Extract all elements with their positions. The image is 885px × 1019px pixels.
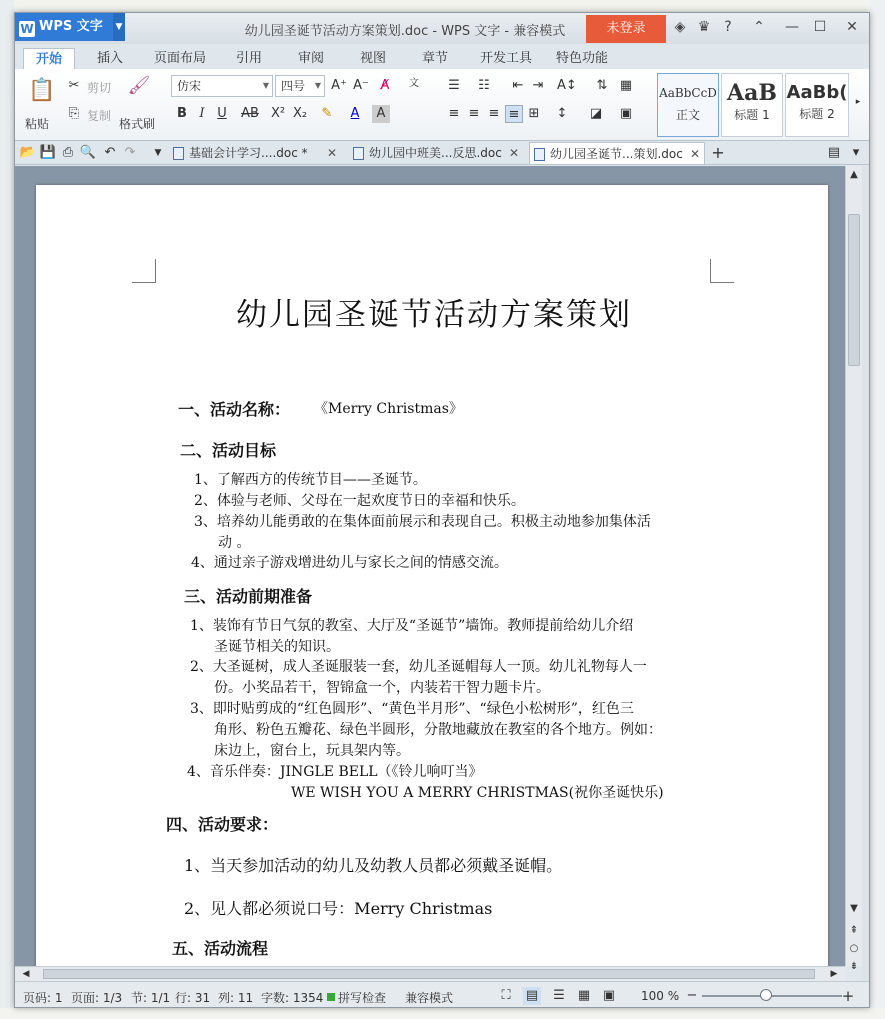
list-item-continued: 床边上，窗台上，玩具架内等。 — [214, 743, 410, 759]
horizontal-scrollbar[interactable] — [15, 966, 845, 981]
maximize-icon[interactable]: ☐ — [813, 19, 827, 35]
section-3-heading: 三、活动前期准备 — [184, 587, 313, 606]
print-preview-icon[interactable]: 🔍 — [79, 145, 97, 160]
minimize-icon[interactable]: — — [785, 19, 799, 35]
chevron-down-icon: ▼ — [314, 81, 321, 90]
crop-mark — [710, 259, 734, 283]
format-painter-button[interactable]: 格式刷 — [119, 117, 156, 131]
style-heading-2[interactable] — [785, 73, 849, 137]
shading-icon[interactable]: ◪ — [589, 106, 603, 121]
list-item-continued: 角形、粉色五瓣花、绿色半圆形，分散地藏放在教室的各个地方。例如： — [214, 722, 662, 738]
status-page-code: 页码: 1 — [23, 991, 63, 1005]
app-menu-dropdown-icon[interactable]: ▼ — [113, 13, 125, 41]
list-item-continued: WE WISH YOU A MERRY CHRISTMAS(祝你圣诞快乐) — [291, 785, 664, 801]
list-item: 2、体验与老师、父母在一起欢度节日的幸福和快乐。 — [194, 493, 525, 509]
doc-tab-label: 幼儿园圣诞节...策划.doc — [550, 147, 683, 161]
web-view-icon[interactable]: ▦ — [577, 988, 591, 1003]
style-heading-2-label: 标题 2 — [799, 107, 835, 121]
print-icon[interactable]: ⎙ — [62, 145, 74, 160]
help-icon[interactable]: ? — [724, 19, 732, 35]
redo-icon[interactable]: ↷ — [124, 145, 136, 160]
app-menu-label: WPS 文字 — [39, 19, 103, 34]
close-icon[interactable]: ✕ — [846, 19, 858, 35]
background-right — [870, 0, 885, 1019]
doc-tab-active[interactable] — [529, 142, 705, 164]
document-area — [15, 166, 845, 966]
font-name-select[interactable] — [171, 75, 273, 97]
ribbon-home — [15, 69, 870, 141]
justify-icon[interactable]: ≡ — [505, 105, 523, 123]
subscript-icon[interactable]: X₂ — [292, 106, 308, 121]
document-title: 幼儿园圣诞节活动方案策划 — [236, 297, 632, 333]
scroll-down-icon[interactable]: ▼ — [850, 903, 858, 914]
window-title: 幼儿园圣诞节活动方案策划.doc - WPS 文字 - 兼容模式 — [244, 24, 566, 39]
copy-button[interactable]: 复制 — [87, 109, 112, 123]
border-icon[interactable]: ▣ — [619, 106, 633, 121]
paste-button[interactable]: 粘贴 — [25, 117, 50, 131]
vertical-scroll-thumb[interactable] — [848, 214, 860, 366]
cut-icon[interactable]: ✂ — [68, 78, 80, 93]
zoom-slider-track[interactable] — [702, 995, 842, 997]
list-item: 1、装饰有节日气氛的教室、大厅及“圣诞节”墙饰。教师提前给幼儿介绍 — [190, 618, 634, 634]
zoom-slider-knob[interactable] — [760, 989, 772, 1001]
document-icon — [534, 148, 545, 161]
line-spacing-icon[interactable]: ↕ — [556, 106, 568, 121]
style-heading-1-label: 标题 1 — [734, 108, 770, 122]
list-item-continued: 动 。 — [218, 535, 251, 551]
wps-window — [14, 12, 870, 1008]
doc-tab-label: 幼儿园中班美...反思.doc — [369, 146, 502, 160]
list-item: 3、培养幼儿能勇敢的在集体面前展示和表现自己。积极主动地参加集体活 — [194, 514, 651, 530]
tab-insert[interactable]: 插入 — [96, 51, 123, 66]
list-item: 1、了解西方的传统节目——圣诞节。 — [194, 472, 427, 488]
ribbon-tabs — [15, 44, 870, 69]
font-size-select[interactable] — [275, 75, 325, 97]
vertical-scrollbar[interactable] — [845, 166, 862, 972]
scroll-up-icon[interactable]: ▲ — [850, 169, 858, 180]
italic-icon[interactable]: I — [199, 106, 205, 121]
strikethrough-icon[interactable]: AB — [241, 106, 259, 121]
document-page[interactable] — [36, 185, 828, 985]
outline-view-icon[interactable]: ☰ — [553, 988, 565, 1003]
style-normal-label: 正文 — [675, 108, 700, 122]
superscript-icon[interactable]: X² — [270, 106, 286, 121]
tab-developer[interactable]: 开发工具 — [479, 51, 532, 66]
doc-tab[interactable] — [349, 142, 523, 164]
tab-home[interactable]: 开始 — [23, 48, 75, 69]
underline-icon[interactable]: U — [217, 106, 227, 121]
cut-button[interactable]: 剪切 — [87, 81, 112, 95]
title-bar — [15, 13, 870, 44]
align-right-icon[interactable]: ≡ — [488, 106, 500, 121]
paste-icon[interactable]: 📋 — [28, 78, 56, 103]
doc-tab[interactable] — [169, 142, 341, 164]
scroll-left-icon[interactable]: ◀ — [22, 969, 30, 979]
tab-chapter[interactable]: 章节 — [421, 51, 448, 66]
shrink-font-icon[interactable]: A⁻ — [353, 78, 369, 93]
increase-indent-icon[interactable]: ⇥ — [532, 78, 544, 93]
login-button[interactable]: 未登录 — [586, 15, 666, 43]
distribute-icon[interactable]: ⊞ — [528, 106, 540, 121]
tab-references[interactable]: 引用 — [235, 51, 262, 66]
tab-review[interactable]: 审阅 — [297, 51, 324, 66]
section-1-value: 《Merry Christmas》 — [314, 401, 463, 417]
minimize-ribbon-icon[interactable]: ⌃ — [753, 19, 765, 35]
pinyin-icon[interactable]: 文 — [409, 78, 419, 89]
next-page-icon[interactable]: ⇟ — [849, 961, 859, 972]
font-name-value: 仿宋 — [177, 79, 202, 93]
zoom-level[interactable]: 100 % — [641, 989, 680, 1003]
style-normal[interactable] — [657, 73, 719, 137]
full-screen-icon[interactable]: ⛶ — [501, 988, 511, 1003]
new-tab-icon[interactable]: + — [711, 143, 725, 162]
tab-view[interactable]: 视图 — [359, 51, 386, 66]
close-tab-icon[interactable]: ✕ — [689, 147, 700, 161]
background-bottom — [0, 1008, 885, 1019]
status-section: 节: 1/1 — [131, 991, 171, 1005]
close-tab-icon[interactable]: ✕ — [326, 146, 337, 160]
reading-view-icon[interactable]: ▣ — [602, 988, 616, 1003]
align-left-icon[interactable]: ≡ — [448, 106, 460, 121]
quick-access-dropdown-icon[interactable]: ▼ — [154, 148, 162, 158]
horizontal-scroll-thumb[interactable] — [43, 969, 815, 979]
select-browse-object-icon[interactable]: ○ — [849, 943, 859, 954]
copy-icon[interactable]: ⎘ — [68, 106, 80, 121]
status-pages: 页面: 1/3 — [71, 991, 123, 1005]
numbered-list-icon[interactable]: ☷ — [478, 78, 490, 93]
spell-check-icon — [327, 993, 335, 1001]
section-1-heading: 一、活动名称： — [178, 400, 291, 419]
section-2-heading: 二、活动目标 — [180, 441, 277, 460]
list-item: 2、大圣诞树，成人圣诞服装一套，幼儿圣诞帽每人一顶。幼儿礼物每人一 — [190, 659, 647, 675]
format-painter-icon[interactable]: 🖌 — [127, 75, 151, 96]
bullet-list-icon[interactable]: ☰ — [448, 78, 460, 93]
bold-icon[interactable]: B — [177, 106, 187, 121]
tab-special[interactable]: 特色功能 — [555, 51, 608, 66]
crop-mark — [132, 259, 156, 283]
list-item-continued: 份。小奖品若干，智锦盒一个，内装若干智力题卡片。 — [214, 680, 550, 696]
align-center-icon[interactable]: ≡ — [468, 106, 480, 121]
zoom-out-icon[interactable]: − — [686, 988, 698, 1003]
font-color-icon[interactable]: A — [350, 106, 360, 121]
list-item-continued: 圣诞节相关的知识。 — [214, 639, 340, 655]
wps-logo-icon: W — [20, 22, 34, 36]
sort-icon[interactable]: ⇅ — [596, 78, 608, 93]
status-col: 列: 11 — [218, 991, 254, 1005]
prev-page-icon[interactable]: ⇞ — [849, 925, 859, 936]
style-normal-preview: AaBbCcD — [659, 86, 717, 100]
table-icon[interactable]: ▦ — [619, 78, 633, 93]
decrease-indent-icon[interactable]: ⇤ — [512, 78, 524, 93]
background-left — [0, 0, 14, 1019]
style-heading-2-preview: AaBb( — [786, 82, 848, 103]
char-shading-icon[interactable]: A — [372, 105, 390, 123]
document-icon — [353, 147, 364, 160]
save-icon[interactable]: 💾 — [39, 145, 57, 160]
doc-tab-label: 基础会计学习....doc * — [189, 146, 308, 160]
list-item: 2、见人都必须说口号：Merry Christmas — [184, 899, 493, 918]
text-direction-icon[interactable]: A↕ — [557, 78, 577, 93]
side-panel-edge — [862, 166, 870, 981]
clear-format-icon[interactable]: A̸ — [380, 78, 390, 93]
zoom-in-icon[interactable]: + — [841, 987, 855, 1005]
page-view-icon[interactable]: ▤ — [523, 987, 541, 1005]
list-item: 4、音乐伴奏：JINGLE BELL（《铃儿响叮当》 — [187, 764, 483, 780]
grow-font-icon[interactable]: A⁺ — [331, 78, 347, 93]
scroll-right-icon[interactable]: ▶ — [830, 969, 838, 979]
highlight-icon[interactable]: ✎ — [321, 106, 333, 121]
app-menu-button[interactable] — [15, 13, 125, 41]
shirt-icon[interactable]: ♛ — [697, 19, 711, 35]
spell-check-button[interactable]: 拼写检查 — [338, 991, 387, 1005]
status-row: 行: 31 — [175, 991, 211, 1005]
style-heading-1[interactable] — [721, 73, 783, 137]
font-size-value: 四号 — [281, 79, 306, 93]
document-tabs — [15, 141, 870, 165]
status-compat-mode: 兼容模式 — [405, 991, 454, 1005]
tab-options-icon[interactable]: ▾ — [852, 145, 860, 160]
list-item: 1、当天参加活动的幼儿及幼教人员都必须戴圣诞帽。 — [184, 856, 563, 875]
status-words: 字数: 1354 — [261, 991, 324, 1005]
section-4-heading: 四、活动要求： — [166, 815, 279, 834]
styles-scroll-icon[interactable]: ▸ — [855, 97, 861, 107]
tab-list-icon[interactable]: ▤ — [827, 145, 841, 160]
tab-page-layout[interactable]: 页面布局 — [153, 51, 206, 66]
undo-icon[interactable]: ↶ — [104, 145, 116, 160]
document-icon — [173, 147, 184, 160]
status-bar — [15, 981, 870, 1008]
close-tab-icon[interactable]: ✕ — [508, 146, 519, 160]
style-heading-1-preview: AaB — [727, 80, 777, 106]
list-item: 4、通过亲子游戏增进幼儿与家长之间的情感交流。 — [191, 555, 508, 571]
open-folder-icon[interactable]: 📂 — [19, 145, 37, 160]
list-item: 3、即时贴剪成的“红色圆形”、“黄色半月形”、“绿色小松树形”，红色三 — [190, 701, 634, 717]
section-5-heading: 五、活动流程 — [172, 939, 269, 958]
skin-icon[interactable]: ◈ — [674, 19, 686, 35]
chevron-down-icon: ▼ — [262, 81, 269, 90]
